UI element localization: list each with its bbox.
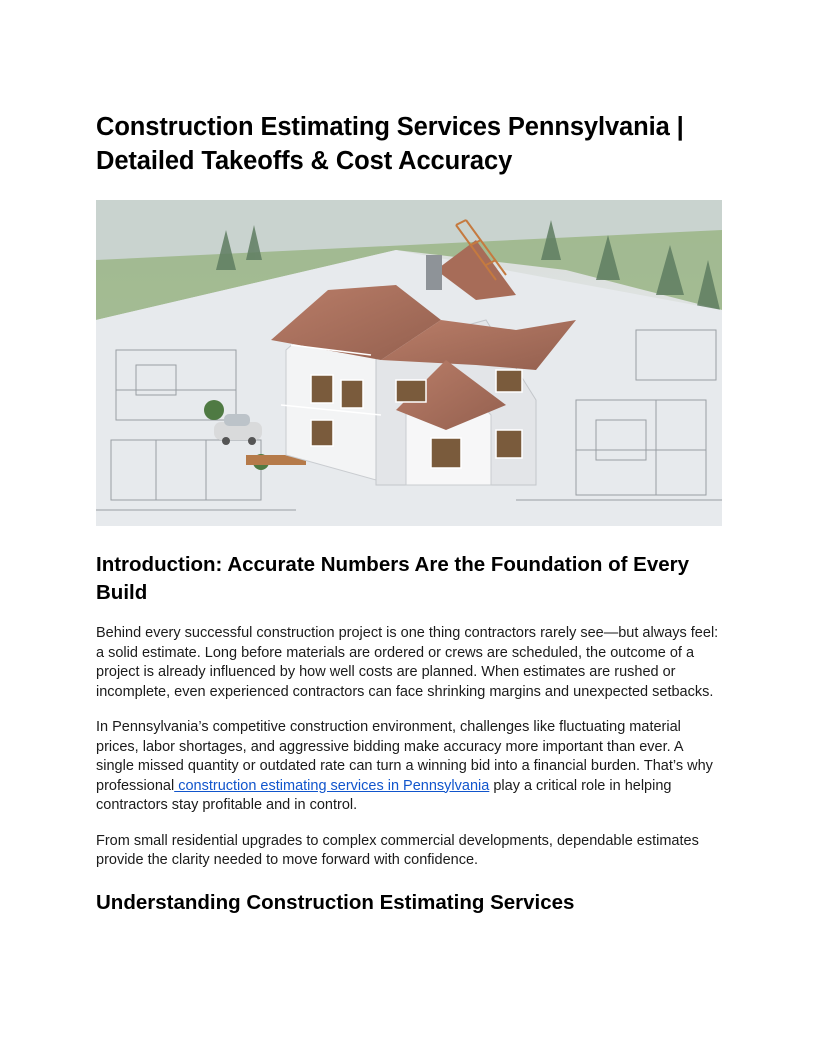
intro-heading: Introduction: Accurate Numbers Are the Foundation of Every Build: [96, 553, 690, 604]
paragraph-2-tail: play a critical role in helping contractors stay profitable and in control.: [96, 777, 672, 813]
page-title-line1: Construction Estimating Services Pennsylvania |: [96, 113, 684, 141]
understanding-heading: Understanding Construction Estimating Services: [96, 890, 575, 914]
paragraph-2: [96, 718, 722, 816]
construction-estimating-link[interactable]: construction estimating services in Pennsylvania: [174, 777, 490, 794]
paragraph-1: Behind every successful construction project is one thing contractors rarely see—but always feel: a solid estimate. Long before materials are ordered or crews are scheduled, the outcome of a project is already influenced by how well costs are planned. When estimates are rushed or incomplete, even experienced contractors can face shrinking margins and unexpected setbacks.: [96, 625, 719, 700]
page-title: [96, 110, 722, 178]
paragraph-3: From small residential upgrades to complex commercial developments, dependable estimates provide the clarity needed to move forward with confidence.: [96, 832, 699, 868]
paragraph-2-lead: In Pennsylvania’s competitive construction environment, challenges like fluctuating material prices, labor shortages, and aggressive bidding make accuracy more important than ever. A single missed quantity or outdated rate can turn a winning bid into a financial burden. That’s why professional: [96, 719, 713, 794]
hero-image: [96, 200, 722, 526]
document-page: [96, 110, 722, 917]
page-title-line2: Detailed Takeoffs & Cost Accuracy: [96, 147, 513, 175]
